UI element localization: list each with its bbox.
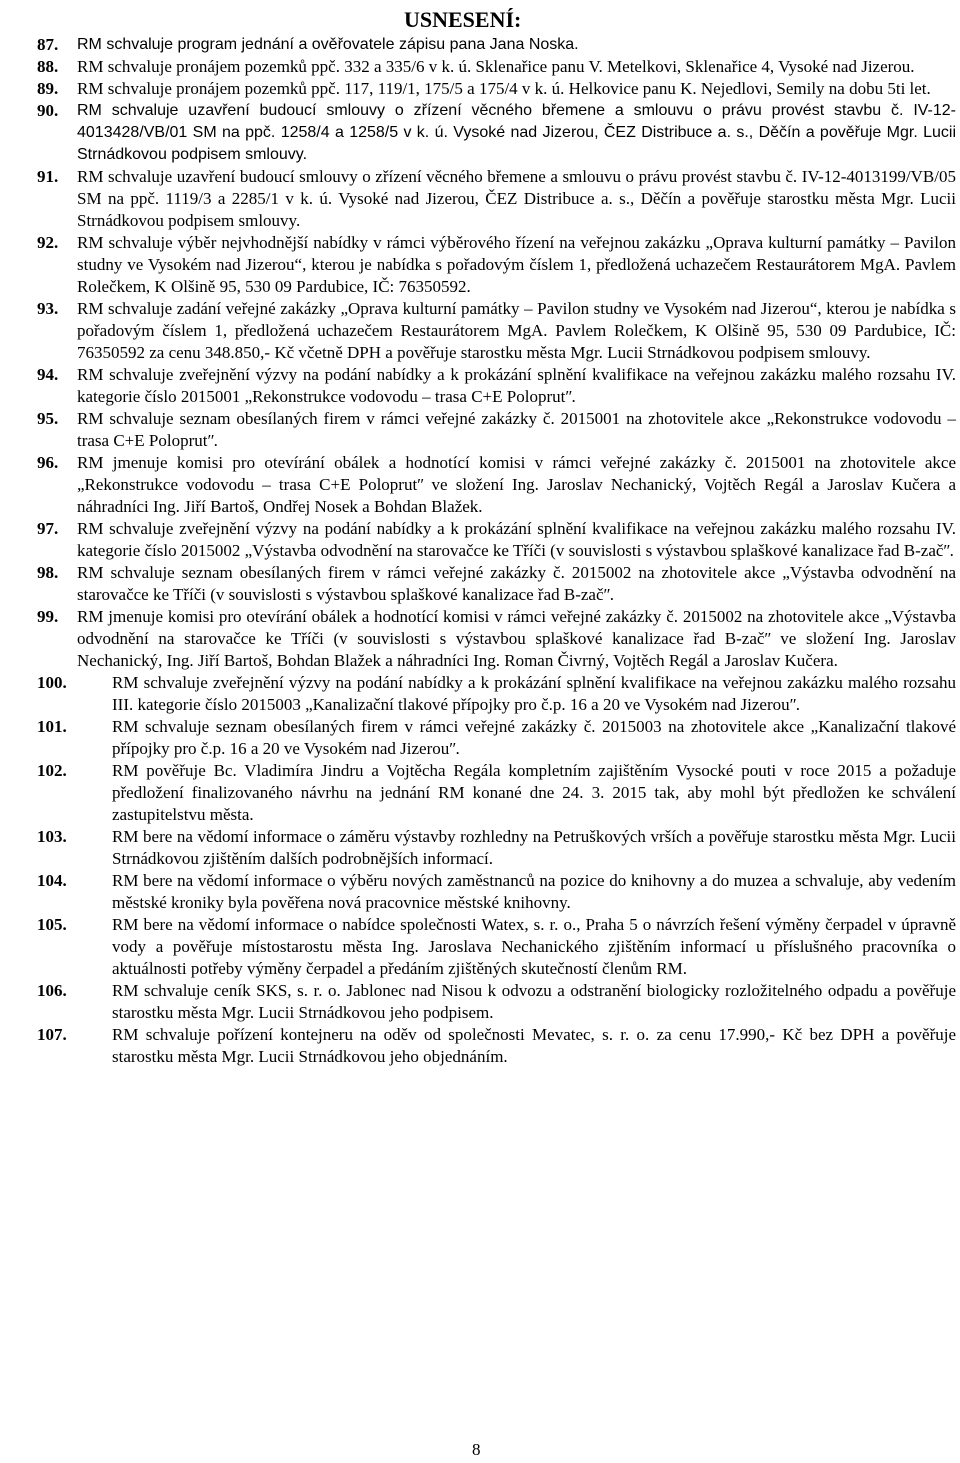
resolution-number: 95. (37, 409, 59, 428)
resolution-item (37, 166, 956, 232)
resolution-number: 107. (37, 1025, 67, 1044)
resolution-item (37, 452, 956, 518)
resolution-number: 88. (37, 57, 59, 76)
resolution-number: 91. (37, 167, 59, 186)
resolution-text: RM schvaluje zveřejnění výzvy na podání nabídky a k prokázání splnění kvalifikace na veřejnou zakázku malého rozsahu III. kategorie číslo 2015003 „Kanalizační tlakové přípojky pro č.p. 16 a 20 ve Vysokém nad Jizerouʺ. (112, 673, 956, 714)
document-title: USNESENÍ: (404, 7, 522, 32)
resolution-number: 96. (37, 453, 59, 472)
resolution-number: 99. (37, 607, 59, 626)
resolution-text: RM schvaluje pronájem pozemků ppč. 332 a 335/6 v k. ú. Sklenařice panu V. Metelkovi, Sklenařice 4, Vysoké nad Jizerou. (77, 57, 915, 76)
resolution-text: RM schvaluje výběr nejvhodnější nabídky v rámci výběrového řízení na veřejnou zakázku „Oprava kulturní památky – Pavilon studny ve Vysokém nad Jizerou“, kterou je nabídka s pořadovým číslem 1, předložená uchazečem Restaurátorem MgA. Pavlem Rolečkem, K Olšině 95, 530 09 Pardubice, IČ: 76350592. (77, 233, 956, 296)
page-number: 8 (472, 1440, 481, 1459)
resolution-item (37, 672, 956, 716)
resolution-number: 105. (37, 915, 67, 934)
resolution-number: 92. (37, 233, 59, 252)
resolution-number: 89. (37, 79, 59, 98)
resolution-number: 87. (37, 35, 59, 54)
resolution-text: RM schvaluje zveřejnění výzvy na podání nabídky a k prokázání splnění kvalifikace na veřejnou zakázku malého rozsahu IV. kategorie číslo 2015002 „Výstavba odvodnění na starovačce ke Tříči (v souvislosti s výstavbou splaškové kanalizace řad B-začʺ. (77, 519, 956, 560)
resolution-text: RM jmenuje komisi pro otevírání obálek a hodnotící komisi v rámci veřejné zakázky č. 2015001 na zhotovitele akce „Rekonstrukce vodovodu – trasa C+E Poloprutʺ ve složení Ing. Jaroslav Nechanický, Vojtěch Regál a Jaroslav Kučera a náhradníci Ing. Jiří Bartoš, Ondřej Nosek a Bohdan Blažek. (77, 453, 956, 516)
resolution-number: 97. (37, 519, 59, 538)
resolution-item (37, 518, 956, 562)
resolution-item (37, 364, 956, 408)
resolution-text: RM schvaluje pronájem pozemků ppč. 117, 119/1, 175/5 a 175/4 v k. ú. Helkovice panu K. Nejedlovi, Semily na dobu 5ti let. (77, 79, 931, 98)
resolution-text: RM pověřuje Bc. Vladimíra Jindru a Vojtěcha Regála kompletním zajištěním Vysocké pouti v roce 2015 a požaduje předložení finalizovaného návrhu na jednání RM konané dne 24. 3. 2015 tak, aby mohl být předložen ke schválení zastupitelstvu města. (112, 761, 956, 824)
resolution-item (37, 606, 956, 672)
resolution-number: 104. (37, 871, 67, 890)
resolution-text: RM schvaluje seznam obesílaných firem v rámci veřejné zakázky č. 2015002 na zhotovitele akce „Výstavba odvodnění na starovačce ke Tříči (v souvislosti s výstavbou splaškové kanalizace řad B-začʺ. (77, 563, 956, 604)
resolution-item (37, 56, 956, 78)
resolution-item (37, 408, 956, 452)
resolution-number: 93. (37, 299, 59, 318)
resolution-text: RM schvaluje seznam obesílaných firem v rámci veřejné zakázky č. 2015001 na zhotovitele akce „Rekonstrukce vodovodu – trasa C+E Poloprutʺ. (77, 409, 956, 450)
resolution-item (37, 980, 956, 1024)
resolution-item (37, 1024, 956, 1068)
resolution-item (37, 562, 956, 606)
resolution-text: RM schvaluje zveřejnění výzvy na podání nabídky a k prokázání splnění kvalifikace na veřejnou zakázku malého rozsahu IV. kategorie číslo 2015001 „Rekonstrukce vodovodu – trasa C+E Poloprutʺ. (77, 365, 956, 406)
resolution-number: 106. (37, 981, 67, 1000)
resolution-text: RM schvaluje program jednání a ověřovatele zápisu pana Jana Noska. (77, 36, 579, 53)
resolution-text: RM schvaluje ceník SKS, s. r. o. Jablonec nad Nisou k odvozu a odstranění biologicky rozložitelného odpadu a pověřuje starostku města Mgr. Lucii Strnádkovou jeho podpisem. (112, 981, 956, 1022)
resolution-number: 94. (37, 365, 59, 384)
resolution-number: 90. (37, 101, 59, 120)
resolution-number: 98. (37, 563, 59, 582)
resolution-item (37, 716, 956, 760)
resolution-item (37, 78, 956, 100)
resolution-text: RM bere na vědomí informace o nabídce společnosti Watex, s. r. o., Praha 5 o návrzích řešení výměny čerpadel v úpravně vody a pověřuje místostarostu města Ing. Jaroslava Nechanického zjištěním informací u příslušného pracovníka o aktuálnosti potřeby výměny čerpadel a předáním zjištěných skutečností členům RM. (112, 915, 956, 978)
resolution-text: RM schvaluje pořízení kontejneru na oděv od společnosti Mevatec, s. r. o. za cenu 17.990,- Kč bez DPH a pověřuje starostku města Mgr. Lucii Strnádkovou jeho objednáním. (112, 1025, 956, 1066)
resolution-text: RM schvaluje zadání veřejné zakázky „Oprava kulturní památky – Pavilon studny ve Vysokém nad Jizerou“, kterou je nabídka s pořadovým číslem 1, předložená uchazečem Restaurátorem MgA. Pavlem Rolečkem, K Olšině 95, 530 09 Pardubice, IČ: 76350592 za cenu 348.850,- Kč včetně DPH a pověřuje starostku města Mgr. Lucii Strnádkovou podpisem smlouvy. (77, 299, 956, 362)
resolution-item (37, 870, 956, 914)
resolution-text: RM jmenuje komisi pro otevírání obálek a hodnotící komisi v rámci veřejné zakázky č. 2015002 na zhotovitele akce „Výstavba odvodnění na starovačce ke Tříči (v souvislosti s výstavbou splaškové kanalizace řad B-začʺ ve složení Ing. Jaroslav Nechanický, Ing. Jiří Bartoš, Bohdan Blažek a náhradníci Ing. Roman Čivrný, Vojtěch Regál a Jaroslav Kučera. (77, 607, 956, 670)
resolution-text: RM schvaluje uzavření budoucí smlouvy o zřízení věcného břemene a smlouvu o právu provést stavbu č. IV-12-4013199/VB/05 SM na ppč. 1119/3 a 2285/1 v k. ú. Vysoké nad Jizerou, ČEZ Distribuce a. s., Děčín a pověřuje starostku města Mgr. Lucii Strnádkovou podpisem smlouvy. (77, 167, 956, 230)
resolution-item (37, 760, 956, 826)
resolution-number: 103. (37, 827, 67, 846)
resolution-item (37, 232, 956, 298)
resolution-item (37, 100, 956, 166)
resolution-item (37, 298, 956, 364)
resolution-list (37, 34, 956, 1068)
resolution-item (37, 914, 956, 980)
resolution-number: 102. (37, 761, 67, 780)
resolution-text: RM schvaluje uzavření budoucí smlouvy o zřízení věcného břemene a smlouvu o právu provést stavbu č. IV-12-4013428/VB/01 SM na ppč. 1258/4 a 1258/5 v k. ú. Vysoké nad Jizerou, ČEZ Distribuce a. s., Děčín a pověřuje Mgr. Lucii Strnádkovou podpisem smlouvy. (77, 102, 956, 163)
resolution-item (37, 826, 956, 870)
resolution-number: 101. (37, 717, 67, 736)
resolution-item (37, 34, 956, 56)
resolution-text: RM schvaluje seznam obesílaných firem v rámci veřejné zakázky č. 2015003 na zhotovitele akce „Kanalizační tlakové přípojky pro č.p. 16 a 20 ve Vysokém nad Jizerouʺ. (112, 717, 956, 758)
resolution-number: 100. (37, 673, 67, 692)
resolution-text: RM bere na vědomí informace o záměru výstavby rozhledny na Petruškových vrších a pověřuje starostku města Mgr. Lucii Strnádkovou zjištěním dalších podrobnějších informací. (112, 827, 956, 868)
resolution-text: RM bere na vědomí informace o výběru nových zaměstnanců na pozice do knihovny a do muzea a schvaluje, aby vedením městské kroniky byla pověřena nová pracovnice městské knihovny. (112, 871, 956, 912)
